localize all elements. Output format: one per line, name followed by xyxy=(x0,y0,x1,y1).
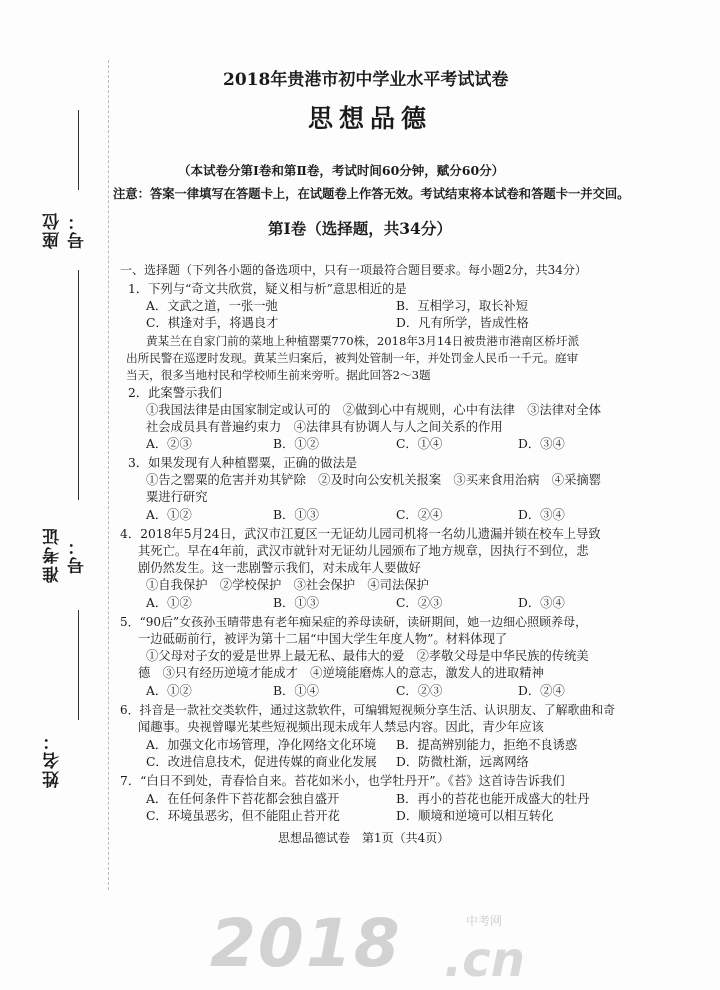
q5-option-d: D．②④ xyxy=(518,684,565,698)
watermark-site-name: 中考网 xyxy=(466,914,503,928)
q5-option-a: A．①② xyxy=(146,684,192,698)
name-line xyxy=(78,610,79,720)
q4-option-b: B．①③ xyxy=(273,596,319,610)
q2-option-a: A．②③ xyxy=(146,437,192,451)
q2-line-2: 社会成员具有普遍约束力 ④法律具有协调人与人之间关系的作用 xyxy=(146,420,503,434)
q3-option-c: C．②④ xyxy=(396,508,443,522)
q1-stem: 1．下列与“奇文共欣赏，疑义相与析”意思相近的是 xyxy=(128,282,407,296)
q6-option-b: B．提高辨别能力，拒绝不良诱惑 xyxy=(396,738,578,752)
q4-line-4: ①自我保护 ②学校保护 ③社会保护 ④司法保护 xyxy=(146,578,429,592)
q7-stem: 7．“白日不到处，青春恰自来。苔花如米小，也学牡丹开”。《苔》这首诗告诉我们 xyxy=(120,774,565,788)
exam-id-field xyxy=(40,270,88,610)
seat-field xyxy=(40,100,88,260)
q5-line-2: 一边砥砺前行，被评为第十二届“中国大学生年度人物”。材料体现了 xyxy=(138,632,508,646)
seat-label: 座位号： xyxy=(43,211,88,249)
q4-option-c: C．②③ xyxy=(396,596,443,610)
q5-line-1: 5．“90后”女孩孙玉晴带患有老年痴呆症的养母读研，读研期间，她一边细心照顾养母， xyxy=(120,615,588,629)
q6-line-2: 闻趣事。央视曾曝光某些短视频出现未成年人禁忌内容。因此，青少年应该 xyxy=(138,720,544,734)
q4-option-a: A．①② xyxy=(146,596,192,610)
exam-id-label: 准考证号： xyxy=(43,526,88,584)
q6-option-c: C．改进信息技术，促进传媒的商业化发展 xyxy=(146,755,377,769)
q7-option-b: B．再小的苔花也能开成盛大的牡丹 xyxy=(396,792,590,806)
watermark-tld: .cn xyxy=(444,932,525,988)
q7-option-a: A．在任何条件下苔花都会独自盛开 xyxy=(146,792,340,806)
subject-title: 思想品德 xyxy=(308,104,433,133)
exam-title: 2018年贵港市初中学业水平考试试卷 xyxy=(223,70,509,90)
q3-option-a: A．①② xyxy=(146,508,192,522)
part-title: 第Ⅰ卷（选择题，共34分） xyxy=(268,219,452,238)
q7-option-d: D．顺境和逆境可以相互转化 xyxy=(396,809,554,823)
q1-option-d: D．凡有所学，皆成性格 xyxy=(396,316,529,330)
q3-option-b: B．①③ xyxy=(273,508,319,522)
watermark-logo: 2018 xyxy=(210,905,402,982)
q7-option-c: C．环境虽恶劣，但不能阻止苔开花 xyxy=(146,809,340,823)
page-footer: 思想品德试卷 第1页（共4页） xyxy=(278,831,450,845)
q2-option-c: C．①④ xyxy=(396,437,443,451)
q4-line-3: 剧仍然发生。这一悲剧警示我们，对未成年人要做好 xyxy=(138,561,421,575)
q2-option-b: B．①② xyxy=(273,437,319,451)
binding-line xyxy=(108,60,110,890)
q6-line-1: 6．抖音是一款社交类软件，通过这款软件，可编辑短视频分享生活、认识朋友、了解歌曲和奇 xyxy=(120,703,616,717)
q5-line-3: ①父母对子女的爱是世界上最无私、最伟大的爱 ②孝敬父母是中华民族的传统美 xyxy=(146,649,589,663)
q3-line-1: ①告之罂粟的危害并劝其铲除 ②及时向公安机关报案 ③买来食用治病 ④采摘罂 xyxy=(146,473,601,487)
exam-id-line xyxy=(78,270,79,500)
q1-option-b: B．互相学习，取长补短 xyxy=(396,299,529,313)
exam-notice: 注意：答案一律填写在答题卡上，在试题卷上作答无效。考试结束将本试卷和答题卡一并交回。 xyxy=(113,186,630,201)
q5-line-4: 德 ③只有经历逆境才能成才 ④逆境能磨炼人的意志，激发人的进取精神 xyxy=(138,666,544,680)
seat-line xyxy=(78,110,79,190)
q4-option-d: D．③④ xyxy=(518,596,565,610)
q3-stem: 3．如果发现有人种植罂粟，正确的做法是 xyxy=(128,456,358,470)
section-heading: 一、选择题（下列各小题的备选项中，只有一项最符合题目要求。每小题2分，共34分） xyxy=(120,263,587,277)
q3-option-d: D．③④ xyxy=(518,508,565,522)
q1-option-a: A．文武之道，一张一弛 xyxy=(146,299,278,313)
q3-line-2: 粟进行研究 xyxy=(146,490,208,504)
q1-option-c: C．棋逢对手，将遇良才 xyxy=(146,316,279,330)
material-line-1: 黄某兰在自家门前的菜地上种植罂粟770株，2018年3月14日被贵港市港南区桥圩派 xyxy=(146,334,580,348)
q6-option-a: A．加强文化市场管理，净化网络文化环境 xyxy=(146,738,377,752)
q5-option-b: B．①④ xyxy=(273,684,319,698)
q2-line-1: ①我国法律是由国家制定或认可的 ②做到心中有规则，心中有法律 ③法律对全体 xyxy=(146,403,601,417)
q5-option-c: C．②③ xyxy=(396,684,443,698)
material-line-2: 出所民警在巡逻时发现。黄某兰归案后，被判处管制一年，并处罚金人民币一千元。庭审 xyxy=(126,351,579,365)
name-field xyxy=(40,620,88,870)
q6-option-d: D．防微杜渐，远离网络 xyxy=(396,755,529,769)
q2-option-d: D．③④ xyxy=(518,437,565,451)
q2-stem: 2．此案警示我们 xyxy=(128,386,222,400)
exam-info: （本试卷分第Ⅰ卷和第Ⅱ卷，考试时间60分钟，赋分60分） xyxy=(178,163,505,178)
q4-line-2: 其死亡。早在4年前，武汉市就针对无证幼儿园颁布了地方规章，因执行不到位，悲 xyxy=(138,544,589,558)
material-line-3: 当天，很多当地村民和学校师生前来旁听。据此回答2～3题 xyxy=(126,368,431,382)
q4-line-1: 4．2018年5月24日，武汉市江夏区一无证幼儿园司机将一名幼儿遗漏并锁在校车上导致 xyxy=(120,527,601,541)
name-label: 姓名： xyxy=(43,731,63,789)
